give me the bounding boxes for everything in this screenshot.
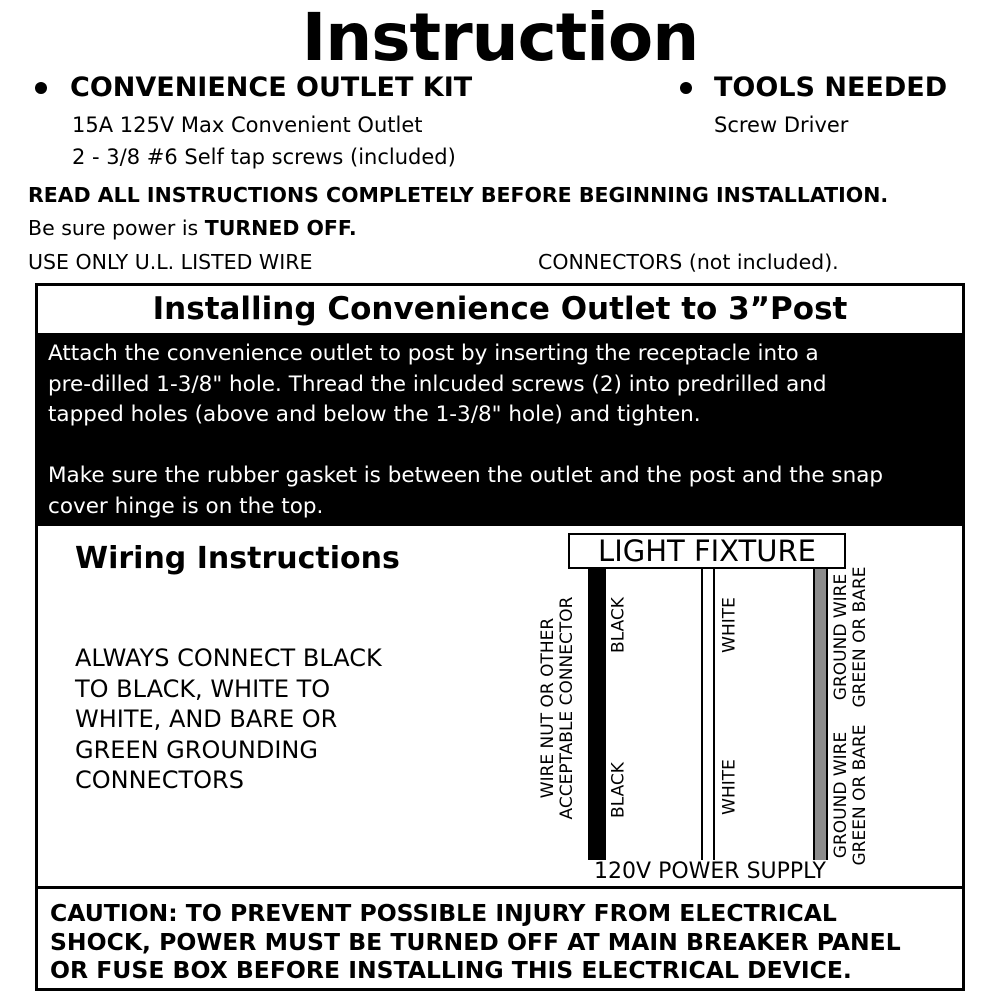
ground-label-line: GROUND WIRE	[831, 573, 851, 701]
install-line: pre-dilled 1-3/8" hole. Thread the inlcuded screws (2) into predrilled and	[48, 371, 827, 397]
ground-label-bottom	[832, 724, 870, 865]
install-line: Attach the convenience outlet to post by inserting the receptacle into a	[48, 341, 819, 366]
power-off-prefix: Be sure power is	[28, 216, 205, 240]
wiring-title: Wiring Instructions	[75, 541, 400, 576]
wiring-line: CONNECTORS	[75, 766, 244, 794]
install-line: tapped holes (above and below the 1-3/8" hole) and tighten.	[48, 402, 701, 427]
connector-label-line: WIRE NUT OR OTHER	[538, 617, 558, 799]
kit-item: 15A 125V Max Convenient Outlet	[72, 113, 423, 137]
white-wire	[701, 569, 715, 860]
install-text	[48, 339, 883, 522]
install-line: Make sure the rubber gasket is between the outlet and the post and the snap	[48, 463, 884, 488]
ground-label-line: GREEN OR BARE	[850, 724, 870, 866]
kit-bullet	[35, 82, 47, 94]
connectors-note: CONNECTORS (not included).	[538, 250, 839, 274]
tools-bullet	[680, 82, 692, 94]
read-all-warning: READ ALL INSTRUCTIONS COMPLETELY BEFORE BEGINNING INSTALLATION.	[28, 183, 889, 207]
wiring-line: GREEN GROUNDING	[75, 735, 318, 764]
caution-line: SHOCK, POWER MUST BE TURNED OFF AT MAIN BREAKER PANEL	[50, 927, 901, 956]
use-only-note: USE ONLY U.L. LISTED WIRE	[28, 250, 313, 274]
connector-label	[539, 597, 577, 820]
tools-heading: TOOLS NEEDED	[714, 72, 948, 103]
wiring-text	[75, 643, 382, 796]
wiring-line: TO BLACK, WHITE TO	[75, 674, 331, 703]
ground-wire	[813, 569, 828, 860]
power-off-emphasis: TURNED OFF.	[204, 216, 357, 240]
install-title: Installing Convenience Outlet to 3”Post	[152, 291, 848, 327]
white-label-top: WHITE	[719, 597, 740, 653]
wiring-line: ALWAYS CONNECT BLACK	[75, 644, 382, 672]
black-label-top: BLACK	[608, 597, 629, 653]
caution-divider	[38, 886, 962, 889]
wiring-line: WHITE, AND BARE OR	[75, 705, 338, 733]
caution-line: OR FUSE BOX BEFORE INSTALLING THIS ELECTRICAL DEVICE.	[50, 956, 852, 984]
black-label-bottom: BLACK	[608, 762, 629, 818]
caution-line: CAUTION: TO PREVENT POSSIBLE INJURY FROM ELECTRICAL	[50, 899, 837, 927]
install-line: cover hinge is on the top.	[48, 493, 324, 519]
tools-item: Screw Driver	[714, 113, 849, 137]
white-label-bottom: WHITE	[719, 759, 740, 815]
ground-label-top	[832, 566, 870, 707]
caution-text	[50, 899, 901, 985]
power-supply-label: 120V POWER SUPPLY	[594, 859, 826, 884]
black-wire	[588, 569, 606, 860]
ground-label-line: GREEN OR BARE	[850, 566, 870, 708]
light-fixture-label: LIGHT FIXTURE	[598, 534, 816, 568]
power-off-note	[28, 214, 357, 242]
page-title: Instruction	[301, 0, 699, 76]
kit-item: 2 - 3/8 #6 Self tap screws (included)	[72, 145, 456, 169]
kit-heading: CONVENIENCE OUTLET KIT	[70, 72, 473, 103]
ground-label-line: GROUND WIRE	[831, 731, 851, 859]
connector-label-line: ACCEPTABLE CONNECTOR	[557, 596, 577, 820]
